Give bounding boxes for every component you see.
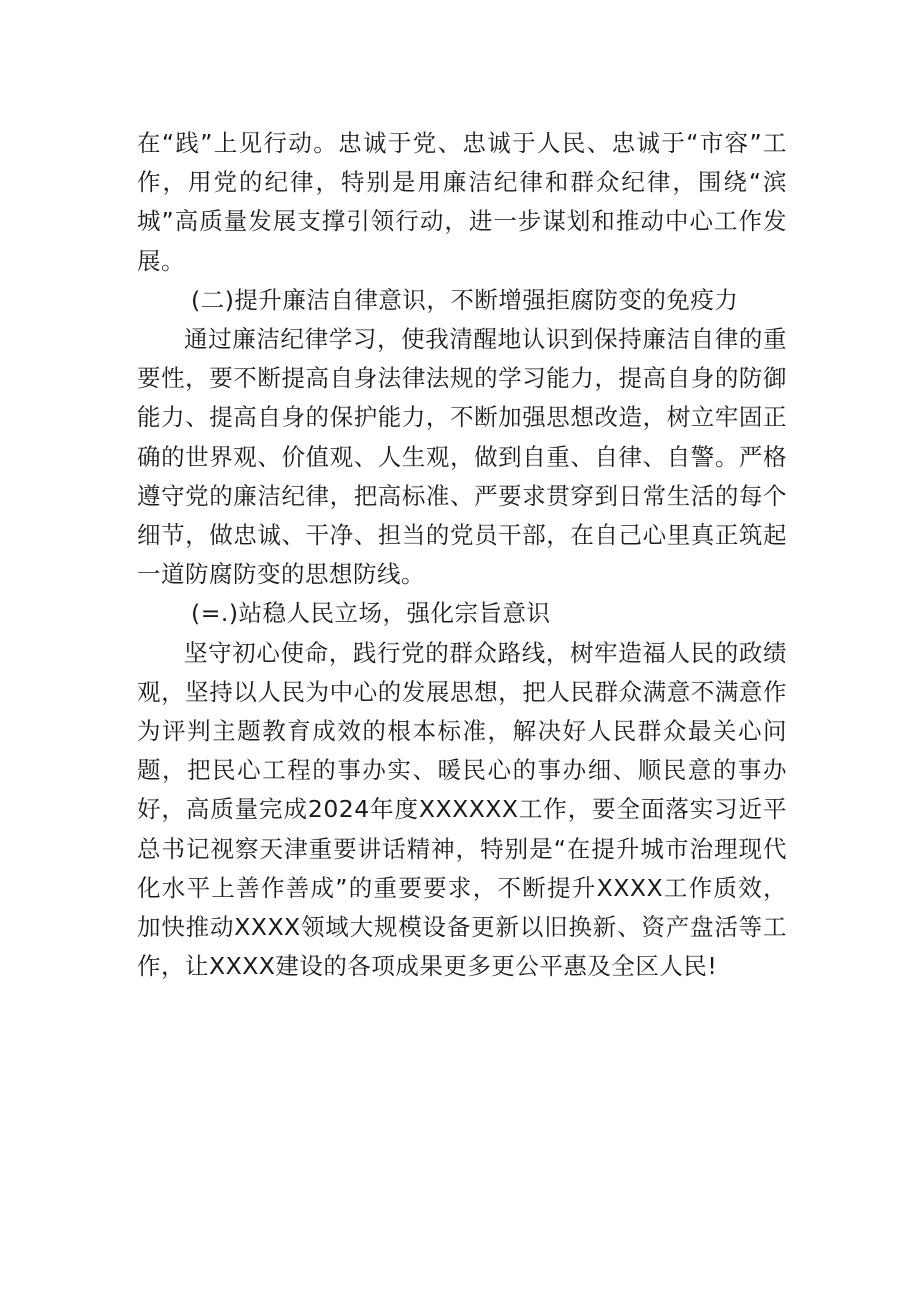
paragraph-continued: 在“践”上见行动。忠诚于党、忠诚于人民、忠诚于“市容”工作，用党的纪律，特别是用廉洁纪律和群众纪律，围绕“滨城”高质量发展支撑引领行动，进一步谋划和推动中心工作发展。 bbox=[137, 129, 787, 275]
paragraph-people: 坚守初心使命，践行党的群众路线，树牢造福人民的政绩观，坚持以人民为中心的发展思想，把人民群众满意不满意作为评判主题教育成效的根本标准，解决好人民群众最关心问题，把民心工程的事办实、暖民心的事办细、顺民意的事办好，高质量完成2024年度XXXXXX工作，要全面落实习近平总书记视察天津重要讲话精神，特别是“在提升城市治理现代化水平上善作善成”的重要要求，不断提升XXXX工作质效，加快推动XXXX领域大规模设备更新以旧换新、资产盘活等工作，让XXXX建设的各项成果更多更公平惠及全区人民! bbox=[137, 638, 787, 981]
document-body bbox=[137, 124, 787, 986]
paragraph-integrity: 通过廉洁纪律学习，使我清醒地认识到保持廉洁自律的重要性，要不断提高自身法律法规的学习能力，提高自身的防御能力、提高自身的保护能力，不断加强思想改造，树立牢固正确的世界观、价值观、人生观，做到自重、自律、自警。严格遵守党的廉洁纪律，把高标准、严要求贯穿到日常生活的每个细节，做忠诚、干净、担当的党员干部，在自己心里真正筑起一道防腐防变的思想防线。 bbox=[137, 325, 787, 589]
section-heading-3: (=.)站稳人民立场，强化宗旨意识 bbox=[191, 599, 551, 628]
section-heading-2: (二)提升廉洁自律意识，不断增强拒腐防变的免疫力 bbox=[191, 285, 739, 314]
